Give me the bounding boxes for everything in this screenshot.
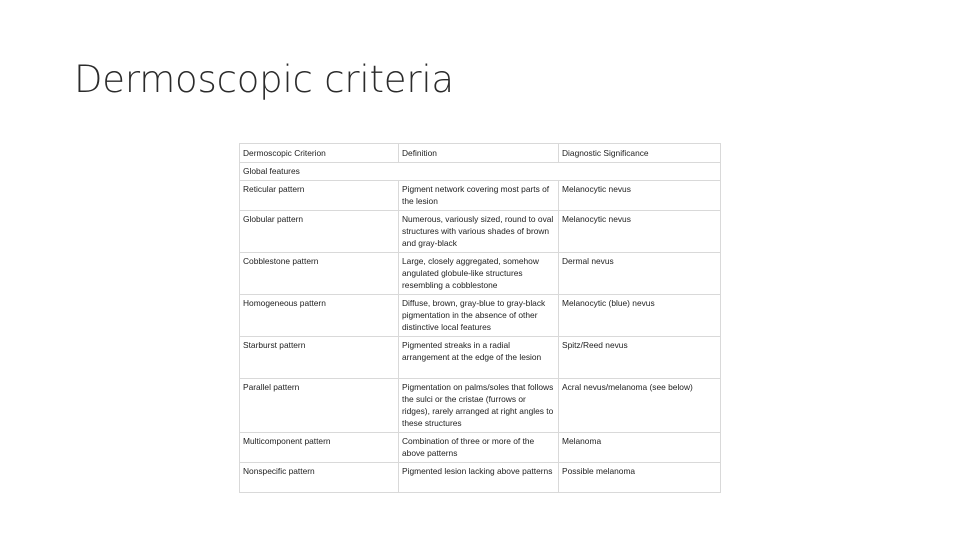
criterion-cell: Cobblestone pattern [240, 253, 399, 295]
definition-cell: Numerous, variously sized, round to oval structures with various shades of brown and gray-black [399, 211, 559, 253]
definition-cell: Large, closely aggregated, somehow angulated globule-like structures resembling a cobblestone [399, 253, 559, 295]
criterion-cell: Starburst pattern [240, 337, 399, 379]
criterion-cell: Nonspecific pattern [240, 463, 399, 493]
table-row [240, 337, 721, 379]
table-header-row [240, 144, 721, 163]
table-row [240, 433, 721, 463]
definition-cell: Pigmentation on palms/soles that follows the sulci or the cristae (furrows or ridges), rarely arranged at right angles to these structures [399, 379, 559, 433]
criterion-cell: Parallel pattern [240, 379, 399, 433]
section-label: Global features [240, 163, 721, 181]
table-row [240, 295, 721, 337]
definition-cell: Pigmented lesion lacking above patterns [399, 463, 559, 493]
table-row [240, 253, 721, 295]
definition-cell: Pigment network covering most parts of the lesion [399, 181, 559, 211]
criterion-cell: Homogeneous pattern [240, 295, 399, 337]
table-row [240, 379, 721, 433]
header-significance: Diagnostic Significance [559, 144, 721, 163]
significance-cell: Dermal nevus [559, 253, 721, 295]
section-row [240, 163, 721, 181]
header-definition: Definition [399, 144, 559, 163]
significance-cell: Acral nevus/melanoma (see below) [559, 379, 721, 433]
significance-cell: Melanocytic (blue) nevus [559, 295, 721, 337]
significance-cell: Melanocytic nevus [559, 181, 721, 211]
criterion-cell: Reticular pattern [240, 181, 399, 211]
definition-cell: Pigmented streaks in a radial arrangement at the edge of the lesion [399, 337, 559, 379]
table-row [240, 181, 721, 211]
criterion-cell: Globular pattern [240, 211, 399, 253]
criterion-cell: Multicomponent pattern [240, 433, 399, 463]
header-criterion: Dermoscopic Criterion [240, 144, 399, 163]
significance-cell: Melanocytic nevus [559, 211, 721, 253]
significance-cell: Melanoma [559, 433, 721, 463]
definition-cell: Diffuse, brown, gray-blue to gray-black pigmentation in the absence of other distinctive local features [399, 295, 559, 337]
definition-cell: Combination of three or more of the above patterns [399, 433, 559, 463]
significance-cell: Possible melanoma [559, 463, 721, 493]
slide-title: Dermoscopic criteria [74, 58, 454, 101]
table-row [240, 463, 721, 493]
table-row [240, 211, 721, 253]
dermoscopic-criteria-table [239, 143, 721, 493]
significance-cell: Spitz/Reed nevus [559, 337, 721, 379]
